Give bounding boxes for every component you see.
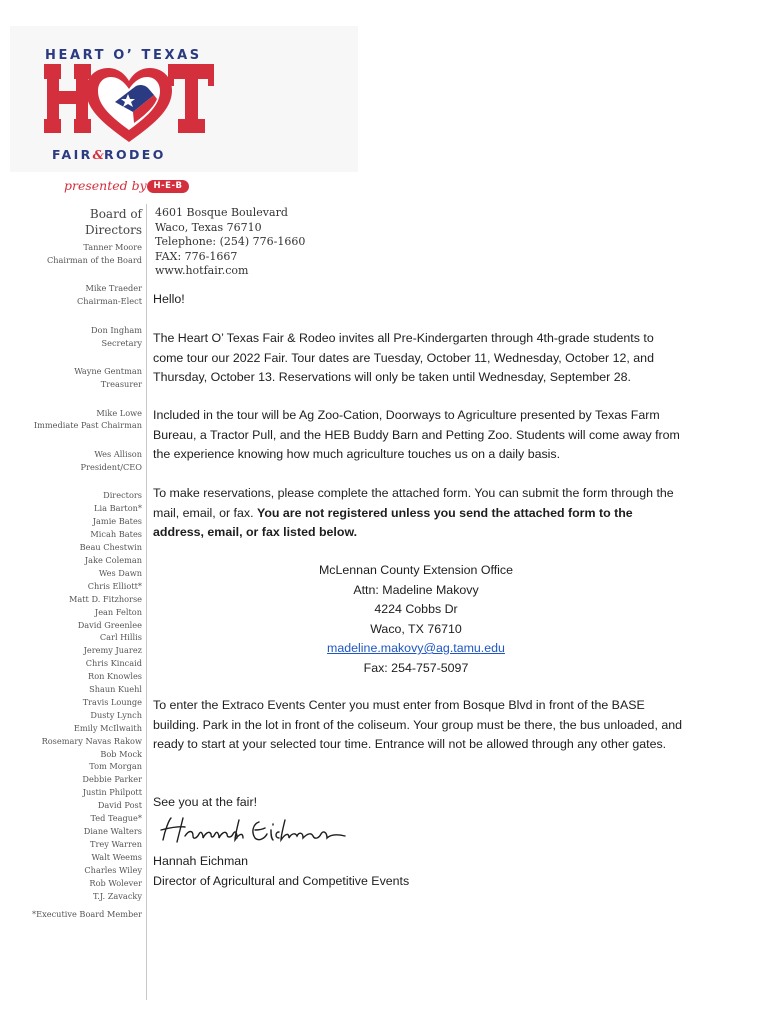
logo-heart-texas-flag xyxy=(86,68,172,142)
officer-name: Wes Allison xyxy=(94,449,142,460)
director-name: Charles Wiley xyxy=(84,864,142,875)
address-website[interactable]: www.hotfair.com xyxy=(155,264,249,278)
officer-role: Immediate Past Chairman xyxy=(33,420,142,431)
address-city: Waco, Texas 76710 xyxy=(155,220,262,234)
officer-role: Secretary xyxy=(101,337,142,348)
paragraph-2-text: Included in the tour will be Ag Zoo-Cation, Doorways to Agriculture presented by Texas Farm Bureau, a Tractor Pull, and the HEB Buddy Barn and Petting Zoo. Students will come away from the experience knowing how much agriculture touches us on a daily basis. xyxy=(153,408,680,461)
director-name: Chris Elliott* xyxy=(87,580,142,591)
officer-role: President/CEO xyxy=(80,461,142,472)
letter-paragraph-2 xyxy=(153,406,683,465)
contact-block xyxy=(153,561,679,678)
directors-list xyxy=(30,502,142,902)
logo-ampersand: & xyxy=(92,147,104,162)
letter-greeting: Hello! xyxy=(153,292,185,306)
paragraph-4-text: To enter the Extraco Events Center you must enter from Bosque Blvd in front of the BASE building. Park in the lot in front of the coliseum. Your group must be there, the bus unloaded, and ready to start at your selected tour time. Entrance will not be allowed through any other gates. xyxy=(153,698,683,751)
logo-letter-h xyxy=(44,64,91,133)
registration-warning: You are not registered unless you send the attached form to the address, email, or fax listed below. xyxy=(153,505,633,539)
signer-title: Director of Agricultural and Competitive Events xyxy=(153,873,410,888)
director-name: Beau Chestwin xyxy=(79,542,142,553)
director-name: Rob Wolever xyxy=(89,877,142,888)
contact-fax: Fax: 254-757-5097 xyxy=(363,660,469,675)
presented-by-text: presented by xyxy=(64,178,147,193)
director-name: T.J. Zavacky xyxy=(93,890,142,901)
letter-paragraph-3 xyxy=(153,484,683,543)
contact-email-link[interactable]: madeline.makovy@ag.tamu.edu xyxy=(327,641,505,655)
logo-fair-word: FAIR xyxy=(52,147,93,162)
director-name: Jake Coleman xyxy=(84,554,142,565)
director-name: David Post xyxy=(97,800,142,811)
director-name: Travis Lounge xyxy=(82,696,142,707)
officer-role: Chairman of the Board xyxy=(46,254,142,265)
hot-logo-graphic xyxy=(44,64,214,144)
logo-rodeo-word: RODEO xyxy=(103,147,166,162)
director-name: Debbie Parker xyxy=(82,774,142,785)
officer-role: Treasurer xyxy=(100,378,142,389)
director-name: Trey Warren xyxy=(90,838,142,849)
director-name: Wes Dawn xyxy=(98,567,142,578)
signer-name: Hannah Eichman xyxy=(153,854,249,868)
director-name: Shaun Kuehl xyxy=(89,684,142,695)
fair-address-block xyxy=(155,206,305,279)
address-phone: Telephone: (254) 776-1660 xyxy=(155,235,306,249)
logo-heart-o-texas: HEART O’ TEXAS xyxy=(45,48,202,63)
officer-name: Mike Traeder xyxy=(85,283,142,294)
director-name: Walt Weems xyxy=(91,851,142,862)
letter-closing: See you at the fair! xyxy=(153,795,258,809)
director-name: Jamie Bates xyxy=(92,516,142,527)
heb-logo: H-E-B xyxy=(147,180,189,193)
board-title: Board of Directors xyxy=(85,207,142,237)
officer-name: Mike Lowe xyxy=(96,407,142,418)
sidebar-divider xyxy=(146,204,147,1000)
executive-board-footnote: *Executive Board Member xyxy=(32,909,142,920)
directors-label: Directors xyxy=(103,490,142,501)
director-name: Dusty Lynch xyxy=(90,709,142,720)
contact-office: McLennan County Extension Office xyxy=(318,563,513,577)
board-of-directors xyxy=(30,206,142,921)
address-fax: FAX: 776-1667 xyxy=(155,249,238,263)
director-name: Lia Barton* xyxy=(94,503,142,514)
director-name: Jeremy Juarez xyxy=(83,645,142,656)
officer-name: Tanner Moore xyxy=(83,242,142,252)
director-name: Micah Bates xyxy=(90,529,142,540)
director-name: Jean Felton xyxy=(94,606,142,617)
officer-name: Wayne Gentman xyxy=(74,366,142,377)
logo-fair-rodeo xyxy=(52,147,166,162)
director-name: Justin Philpott xyxy=(82,787,142,798)
director-name: Bob Mock xyxy=(100,748,142,759)
signer-block xyxy=(153,852,683,891)
paragraph-3-text: To make reservations, please complete the attached form. You can submit the form through the mail, email, or fax. xyxy=(153,486,674,520)
director-name: Diane Walters xyxy=(83,826,142,836)
director-name: Carl Hillis xyxy=(99,632,142,643)
director-name: Tom Morgan xyxy=(89,761,142,772)
director-name: Emily McIlwaith xyxy=(73,722,142,733)
address-street: 4601 Bosque Boulevard xyxy=(155,206,288,219)
director-name: Ted Teague* xyxy=(90,813,142,824)
director-name: Ron Knowles xyxy=(88,671,142,682)
paragraph-1-text: The Heart O’ Texas Fair & Rodeo invites all Pre-Kindergarten through 4th-grade students to come tour our 2022 Fair. Tour dates are Tuesday, October 11, Wednesday, October 12, and Thursday, October 13. Reservations will only be taken until Wednesday, September 28. xyxy=(153,331,654,384)
officer-role: Chairman-Elect xyxy=(77,296,142,307)
director-name: Chris Kincaid xyxy=(85,658,142,669)
contact-attn: Attn: Madeline Makovy xyxy=(353,582,479,597)
handwritten-signature xyxy=(155,812,355,848)
letter-paragraph-1 xyxy=(153,329,683,388)
contact-street: 4224 Cobbs Dr xyxy=(374,602,458,616)
logo-letter-t xyxy=(168,64,214,133)
officer-name: Don Ingham xyxy=(90,324,142,335)
letter-paragraph-4 xyxy=(153,696,683,755)
contact-city: Waco, TX 76710 xyxy=(370,621,462,636)
director-name: David Greenlee xyxy=(77,619,142,630)
director-name: Rosemary Navas Rakow xyxy=(41,735,142,746)
director-name: Matt D. Fitzhorse xyxy=(69,593,142,604)
